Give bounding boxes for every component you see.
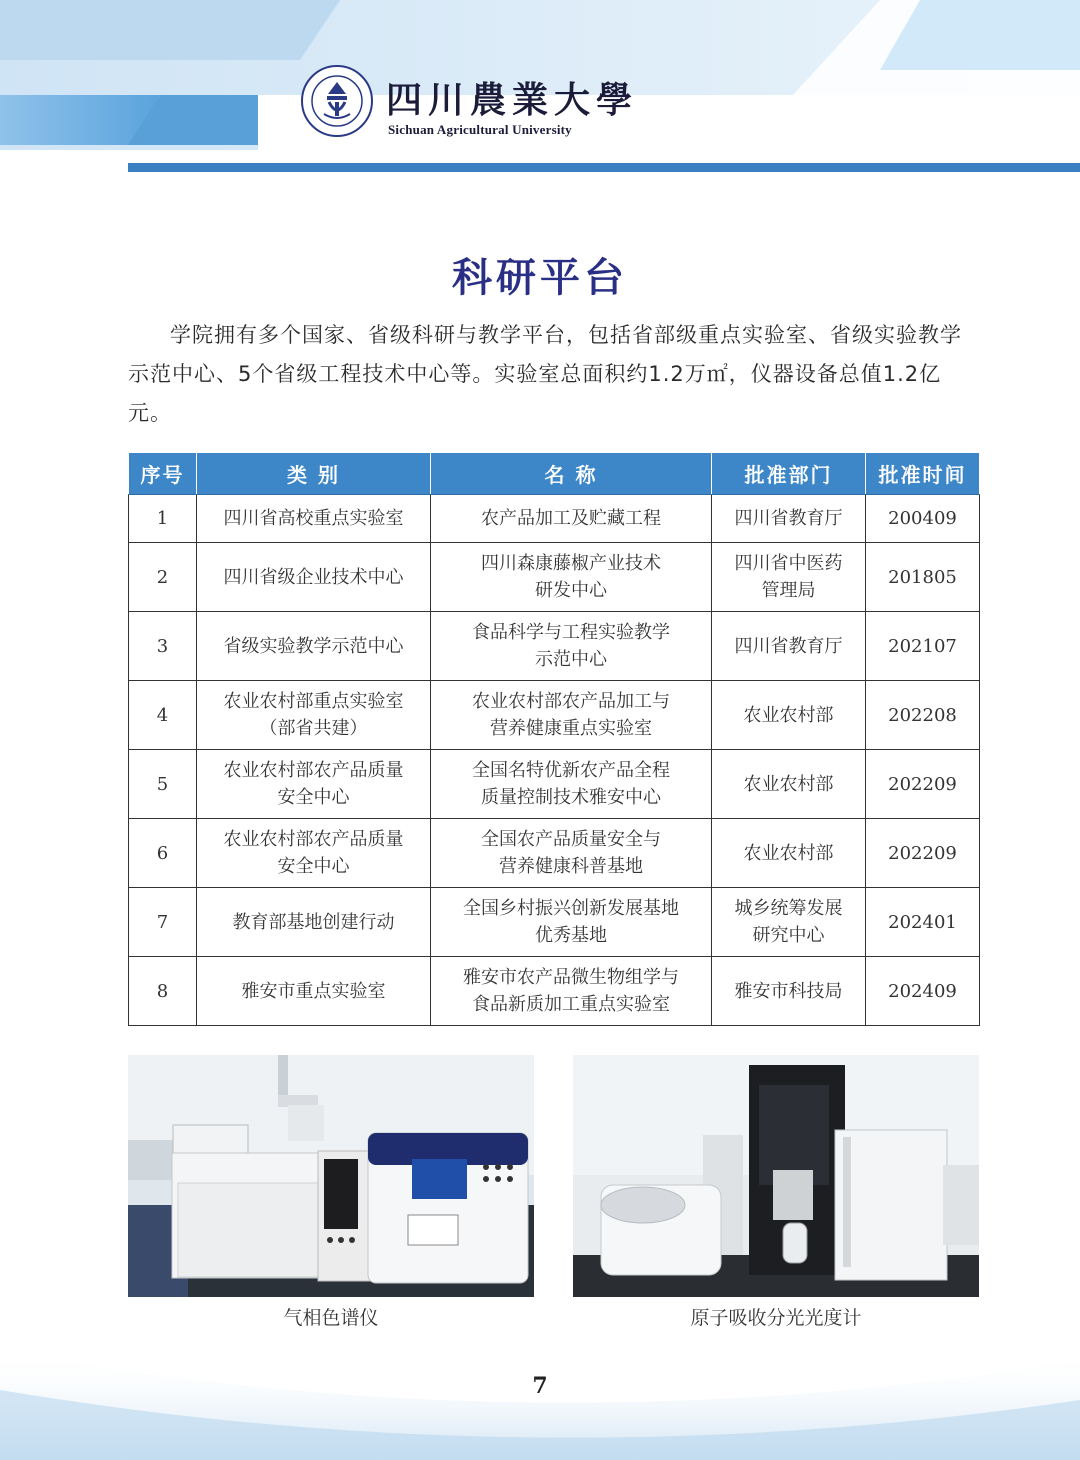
- atomic-absorption-spectrophotometer-photo: [573, 1055, 979, 1297]
- platform-table: [128, 452, 980, 1026]
- cell-dept-line: 管理局: [761, 580, 816, 601]
- table-body: [129, 495, 980, 1026]
- cell-dept-line: 四川省教育厅: [734, 635, 843, 657]
- cell-name-line: 食品新质加工重点实验室: [472, 994, 670, 1015]
- cell-name: [431, 543, 712, 612]
- university-name-en: Sichuan Agricultural University: [388, 122, 572, 137]
- cell-category: [197, 819, 431, 888]
- cell-dept: [712, 957, 866, 1026]
- photo-caption: 原子吸收分光光度计: [690, 1307, 862, 1329]
- cell-no: 8: [129, 957, 197, 1026]
- cell-category-line: 雅安市重点实验室: [241, 980, 386, 1002]
- cell-dept: [712, 612, 866, 681]
- header-rule: [128, 163, 1080, 172]
- cell-date: 202208: [866, 681, 980, 750]
- table-row: [129, 543, 980, 612]
- cell-date: 202107: [866, 612, 980, 681]
- cell-date: 201805: [866, 543, 980, 612]
- cell-dept: [712, 681, 866, 750]
- cell-category-line: 安全中心: [277, 856, 350, 877]
- cell-name: [431, 495, 712, 543]
- cell-category: [197, 543, 431, 612]
- cell-name: [431, 612, 712, 681]
- cell-name: [431, 888, 712, 957]
- cell-category: [197, 888, 431, 957]
- cell-dept: [712, 750, 866, 819]
- cell-name: [431, 681, 712, 750]
- cell-category: [197, 957, 431, 1026]
- cell-category-line: 安全中心: [277, 787, 350, 808]
- cell-dept: [712, 543, 866, 612]
- intro-paragraph: 学院拥有多个国家、省级科研与教学平台，包括省部级重点实验室、省级实验教学示范中心、5个省级工程技术中心等。实验室总面积约1.2万㎡，仪器设备总值1.2亿元。: [128, 323, 962, 425]
- cell-category-line: 四川省级企业技术中心: [223, 566, 404, 588]
- table-row: [129, 495, 980, 543]
- header-name: 名 称: [431, 453, 712, 495]
- cell-name-line: 营养健康重点实验室: [490, 718, 652, 739]
- cell-name-line: 食品科学与工程实验教学: [472, 622, 670, 643]
- table-row: [129, 888, 980, 957]
- table-row: [129, 819, 980, 888]
- cell-category-line: 省级实验教学示范中心: [223, 635, 404, 657]
- header-no: 序号: [129, 453, 197, 495]
- table-row: [129, 750, 980, 819]
- header-category: 类 别: [197, 453, 431, 495]
- page-title: 科研平台: [452, 254, 628, 301]
- header-dept: 批准部门: [712, 453, 866, 495]
- cell-category: [197, 495, 431, 543]
- cell-category-line: 教育部基地创建行动: [232, 911, 395, 933]
- cell-dept: [712, 819, 866, 888]
- university-seal-icon: [300, 64, 374, 138]
- header-date: 批准时间: [866, 453, 980, 495]
- cell-category: [197, 681, 431, 750]
- cell-dept-line: 雅安市科技局: [734, 980, 843, 1002]
- cell-dept-line: 研究中心: [752, 925, 825, 946]
- cell-date: 202209: [866, 750, 980, 819]
- cell-no: 6: [129, 819, 197, 888]
- cell-name-line: 示范中心: [535, 649, 607, 670]
- cell-name-line: 质量控制技术雅安中心: [481, 787, 661, 808]
- cell-category-line: 农业农村部重点实验室: [223, 691, 404, 712]
- cell-name-line: 全国乡村振兴创新发展基地: [463, 898, 679, 919]
- cell-date: 200409: [866, 495, 980, 543]
- cell-dept: [712, 888, 866, 957]
- cell-name-line: 雅安市农产品微生物组学与: [463, 967, 679, 988]
- table-row: [129, 612, 980, 681]
- university-name-cn: 四川農業大學: [386, 79, 639, 121]
- cell-dept-line: 农业农村部: [743, 773, 834, 795]
- page-number: 7: [532, 1373, 548, 1399]
- cell-name-line: 全国农产品质量安全与: [481, 829, 661, 850]
- cell-date: 202409: [866, 957, 980, 1026]
- cell-date: 202209: [866, 819, 980, 888]
- cell-category-line: 农业农村部农产品质量: [223, 760, 404, 781]
- cell-name-line: 四川森康藤椒产业技术: [481, 553, 661, 574]
- cell-dept: [712, 495, 866, 543]
- cell-name-line: 优秀基地: [535, 925, 607, 946]
- cell-dept-line: 城乡统筹发展: [734, 898, 843, 919]
- cell-no: 1: [129, 495, 197, 543]
- cell-dept-line: 四川省教育厅: [734, 508, 843, 529]
- cell-no: 2: [129, 543, 197, 612]
- cell-no: 5: [129, 750, 197, 819]
- table-row: [129, 957, 980, 1026]
- cell-category-line: 农业农村部农产品质量: [223, 829, 404, 850]
- gas-chromatograph-photo: [128, 1055, 534, 1297]
- cell-name-line: 农业农村部农产品加工与: [472, 691, 670, 712]
- cell-category: [197, 750, 431, 819]
- cell-name: [431, 819, 712, 888]
- cell-category: [197, 612, 431, 681]
- table-header-row: [129, 453, 980, 495]
- cell-category-line: （部省共建）: [259, 718, 368, 739]
- cell-dept-line: 四川省中医药: [734, 553, 843, 574]
- header-band: [0, 0, 1080, 178]
- cell-no: 7: [129, 888, 197, 957]
- cell-name-line: 农产品加工及贮藏工程: [481, 508, 661, 529]
- cell-name-line: 营养健康科普基地: [499, 856, 643, 877]
- cell-category-line: 四川省高校重点实验室: [223, 508, 404, 529]
- cell-no: 4: [129, 681, 197, 750]
- university-logo: [300, 64, 639, 148]
- cell-name-line: 研发中心: [535, 580, 607, 601]
- cell-name-line: 全国名特优新农产品全程: [472, 760, 670, 781]
- cell-dept-line: 农业农村部: [743, 704, 834, 726]
- cell-date: 202401: [866, 888, 980, 957]
- cell-dept-line: 农业农村部: [743, 842, 834, 864]
- cell-name: [431, 750, 712, 819]
- table-row: [129, 681, 980, 750]
- photo-caption: 气相色谱仪: [283, 1307, 379, 1329]
- cell-no: 3: [129, 612, 197, 681]
- cell-name: [431, 957, 712, 1026]
